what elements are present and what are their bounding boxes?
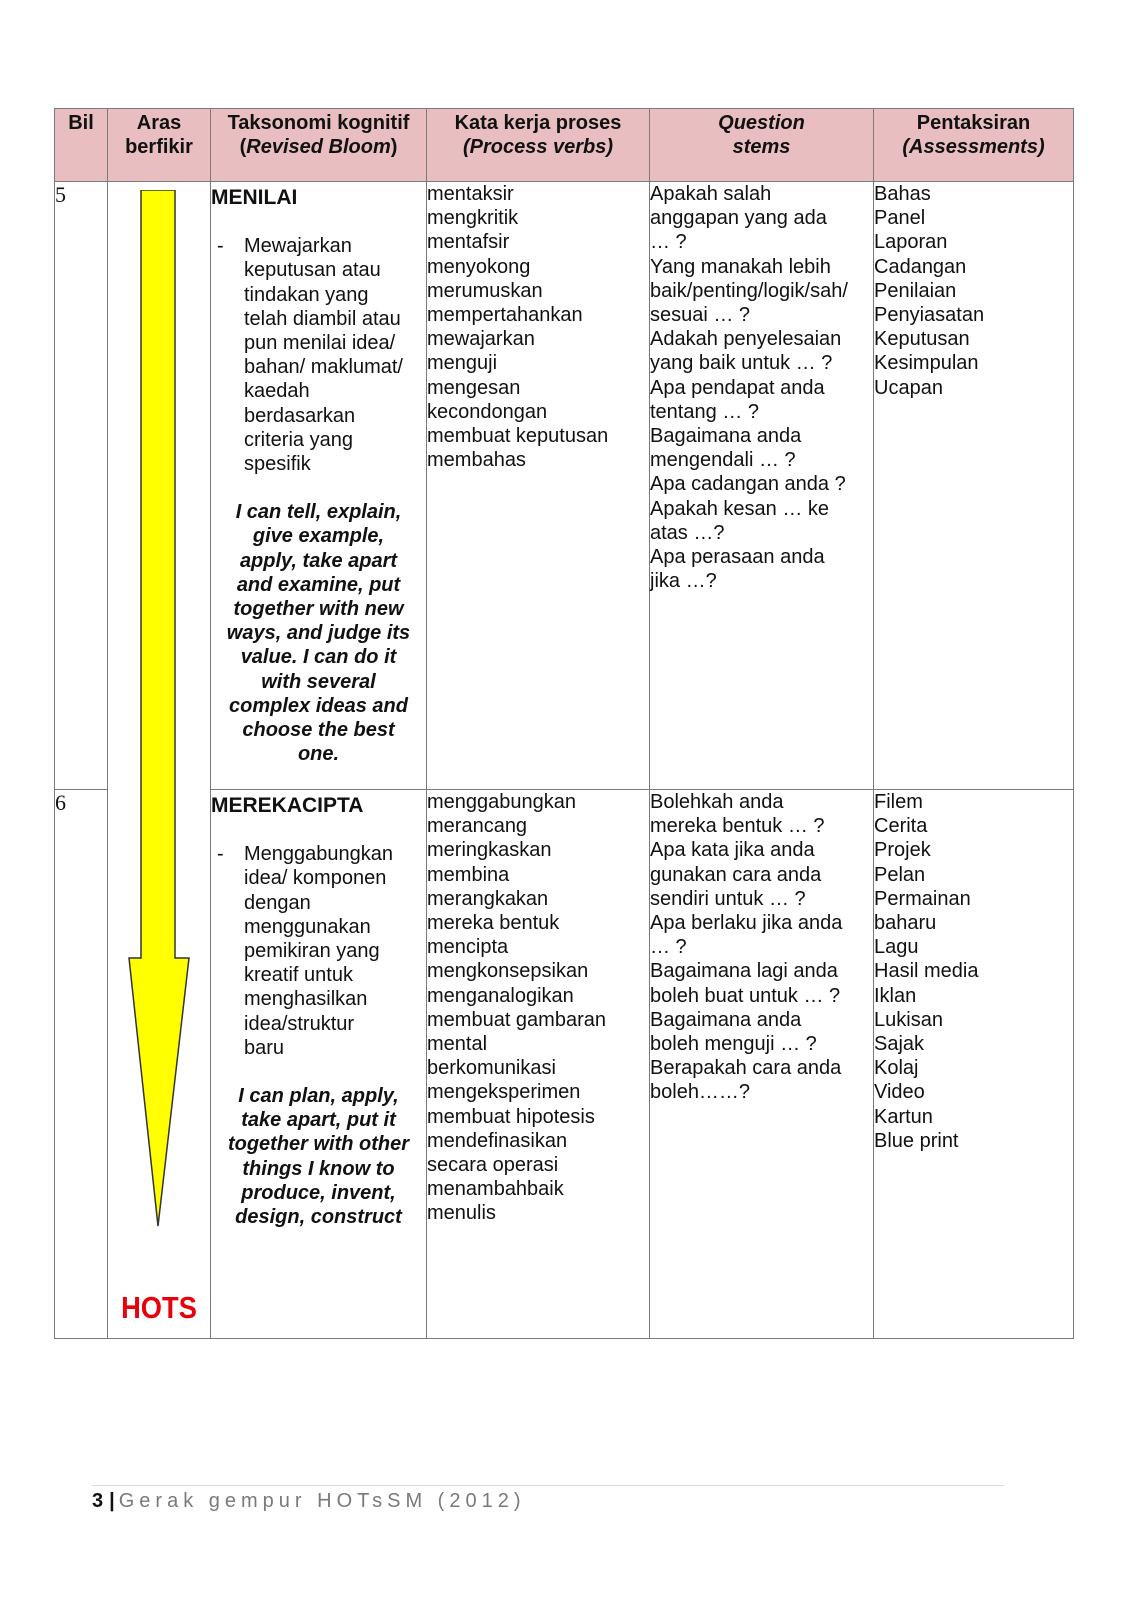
header-question-stems: Question stems [650, 109, 874, 182]
text-line: complex ideas and [229, 694, 408, 717]
text-line: menyokong [427, 255, 531, 278]
text-line: produce, invent, [241, 1181, 396, 1204]
text-line: keputusan atau [244, 259, 381, 282]
header-aras: Aras berfikir [108, 109, 211, 182]
text-line: mengkritik [427, 207, 519, 230]
text-line: Apa cadangan anda ? [650, 473, 846, 496]
process-verbs-cell [427, 182, 650, 790]
text-line: Ucapan [874, 376, 943, 399]
text-line: Adakah penyelesaian [650, 328, 842, 351]
text-line: mengesan [427, 376, 521, 399]
text-line: merumuskan [427, 279, 543, 302]
text-line: I can tell, explain, [235, 501, 402, 524]
bil-cell: 6 [55, 790, 108, 1339]
text-line: Iklan [874, 984, 917, 1007]
text-line: Cadangan [874, 255, 967, 278]
text-line: Kesimpulan [874, 352, 979, 375]
text-line: value. I can do it [240, 646, 397, 669]
text-line: merangkakan [427, 887, 549, 910]
hots-label: HOTS [121, 1290, 197, 1325]
text-line: Lagu [874, 936, 919, 959]
text-line: pemikiran yang [244, 940, 380, 963]
text-line: mengkonsepsikan [427, 960, 589, 983]
dash-marker: - [217, 235, 224, 258]
text-line: apply, take apart [239, 549, 398, 572]
text-line: Kartun [874, 1105, 933, 1128]
text-line: … ? [650, 936, 687, 959]
footer-separator: | [109, 1490, 115, 1512]
text-line: mereka bentuk [427, 912, 560, 935]
arrow-shape [129, 190, 189, 1226]
i-can-statement [211, 500, 426, 766]
text-line: together with new [233, 598, 404, 621]
header-pentaksiran: Pentaksiran (Assessments) [874, 109, 1074, 182]
text-line: Panel [874, 207, 926, 230]
page-footer [92, 1490, 526, 1513]
text-line: Keputusan [874, 328, 970, 351]
text-line: membahas [427, 449, 526, 472]
text-line: membuat gambaran [427, 1008, 606, 1031]
text-line: Bolehkah anda [650, 791, 784, 813]
footer-rule [92, 1485, 1004, 1486]
text-line: mempertahankan [427, 304, 583, 327]
down-arrow-icon [127, 190, 191, 1230]
text-line: kreatif untuk [244, 964, 353, 987]
text-line: idea/struktur [244, 1012, 355, 1035]
header-row [55, 109, 1074, 182]
text-line: boleh menguji … ? [650, 1033, 817, 1056]
text-line: Bagaimana anda [650, 425, 802, 448]
text-line: membuat hipotesis [427, 1105, 595, 1128]
text-line: idea/ komponen [244, 867, 387, 890]
description-lines [244, 234, 414, 476]
header-bil: Bil [55, 109, 108, 182]
text-line: membuat keputusan [427, 425, 609, 448]
header-taksonomi: Taksonomi kognitif (Revised Bloom) [211, 109, 427, 182]
level-description [211, 234, 426, 476]
text-line: tindakan yang [244, 283, 369, 306]
text-line: merancang [427, 815, 528, 838]
text-line: gunakan cara anda [650, 863, 822, 886]
footer-title: Gerak gempur HOTsSM (2012) [118, 1490, 526, 1512]
text-line: Penyiasatan [874, 304, 985, 327]
text-line: criteria yang [244, 428, 353, 451]
text-line: ways, and judge its [226, 622, 411, 645]
text-line: Apa berlaku jika anda [650, 912, 843, 935]
text-line: mental [427, 1033, 488, 1056]
text-line: menghasilkan [244, 988, 368, 1011]
text-line: Menggabungkan [244, 843, 394, 866]
text-line: telah diambil atau [244, 307, 401, 330]
text-line: Apa kata jika anda [650, 839, 815, 862]
text-line: and examine, put [236, 573, 401, 596]
question-stems-cell [650, 790, 874, 1339]
text-line: sendiri untuk … ? [650, 887, 806, 910]
level-title: MENILAI [211, 186, 298, 209]
text-line: Apa pendapat anda [650, 376, 825, 399]
text-line: Bahas [874, 183, 931, 205]
text-line: mendefinasikan [427, 1129, 568, 1152]
text-line: yang baik untuk … ? [650, 352, 833, 375]
text-line: Apakah kesan … ke [650, 497, 829, 520]
text-line: Projek [874, 839, 931, 862]
text-line: mewajarkan [427, 328, 535, 351]
taxonomy-cell [211, 790, 427, 1339]
text-line: Cerita [874, 815, 928, 838]
question-stems-cell [650, 182, 874, 790]
row-menilai [55, 182, 1074, 790]
text-line: anggapan yang ada [650, 207, 827, 230]
text-line: menambahbaik [427, 1178, 564, 1201]
text-line: … ? [650, 231, 687, 254]
text-line: Permainan [874, 887, 971, 910]
text-line: sesuai … ? [650, 304, 751, 327]
text-line: Lukisan [874, 1008, 943, 1031]
text-line: menggabungkan [427, 791, 577, 813]
text-line: berkomunikasi [427, 1057, 556, 1080]
text-line: atas …? [650, 521, 725, 544]
text-line: baik/penting/logik/sah/ [650, 279, 848, 302]
page-number: 3 [92, 1490, 104, 1512]
process-verbs-cell [427, 790, 650, 1339]
text-line: membina [427, 863, 510, 886]
text-line: Hasil media [874, 960, 979, 983]
text-line: mencipta [427, 936, 509, 959]
text-line: give example, [252, 525, 385, 548]
text-line: Kolaj [874, 1057, 919, 1080]
text-line: meringkaskan [427, 839, 552, 862]
text-line: mentafsir [427, 231, 510, 254]
text-line: Blue print [874, 1129, 959, 1152]
text-line: menggunakan [244, 915, 371, 938]
text-line: I can plan, apply, [238, 1085, 399, 1108]
text-line: Berapakah cara anda [650, 1057, 842, 1080]
text-line: choose the best [242, 719, 395, 742]
text-line: baharu [874, 912, 937, 935]
assessments-cell [874, 790, 1074, 1339]
text-line: one. [297, 743, 340, 766]
text-line: together with other [227, 1133, 410, 1156]
text-line: bahan/ maklumat/ [244, 356, 403, 379]
text-line: secara operasi [427, 1154, 559, 1177]
text-line: Sajak [874, 1033, 925, 1056]
text-line: Filem [874, 791, 923, 813]
text-line: Mewajarkan [244, 235, 352, 258]
text-line: Bagaimana anda [650, 1008, 802, 1031]
hots-taxonomy-table [54, 108, 1074, 1339]
text-line: mengeksperimen [427, 1081, 581, 1104]
text-line: baru [244, 1036, 285, 1059]
text-line: pun menilai idea/ [244, 332, 396, 355]
text-line: take apart, put it [241, 1109, 396, 1132]
text-line: tentang … ? [650, 400, 759, 423]
text-line: kaedah [244, 380, 310, 403]
text-line: mengendali … ? [650, 449, 796, 472]
text-line: things I know to [242, 1157, 395, 1180]
text-line: menganalogikan [427, 984, 574, 1007]
text-line: with several [261, 670, 376, 693]
text-line: kecondongan [427, 400, 548, 423]
description-lines [244, 842, 414, 1060]
aras-arrow-cell [108, 182, 211, 1339]
text-line: mentaksir [427, 183, 514, 205]
text-line: menulis [427, 1202, 496, 1225]
bil-cell: 5 [55, 182, 108, 790]
text-line: Apa perasaan anda [650, 546, 825, 569]
level-title: MEREKACIPTA [211, 794, 364, 817]
text-line: Apakah salah [650, 183, 772, 205]
text-line: mereka bentuk … ? [650, 815, 825, 838]
text-line: boleh……? [650, 1081, 751, 1104]
text-line: berdasarkan [244, 404, 356, 427]
text-line: spesifik [244, 453, 311, 476]
text-line: Bagaimana lagi anda [650, 960, 838, 983]
text-line: menguji [427, 352, 498, 375]
text-line: Penilaian [874, 279, 957, 302]
header-kata-kerja: Kata kerja proses (Process verbs) [427, 109, 650, 182]
level-description [211, 842, 426, 1060]
text-line: Pelan [874, 863, 926, 886]
text-line: Laporan [874, 231, 948, 254]
i-can-statement [211, 1084, 426, 1229]
text-line: jika …? [650, 570, 717, 593]
text-line: boleh buat untuk … ? [650, 984, 841, 1007]
taxonomy-cell [211, 182, 427, 790]
text-line: dengan [244, 891, 311, 914]
text-line: design, construct [235, 1206, 402, 1229]
text-line: Yang manakah lebih [650, 255, 831, 278]
dash-marker: - [217, 843, 224, 866]
text-line: Video [874, 1081, 925, 1104]
assessments-cell [874, 182, 1074, 790]
